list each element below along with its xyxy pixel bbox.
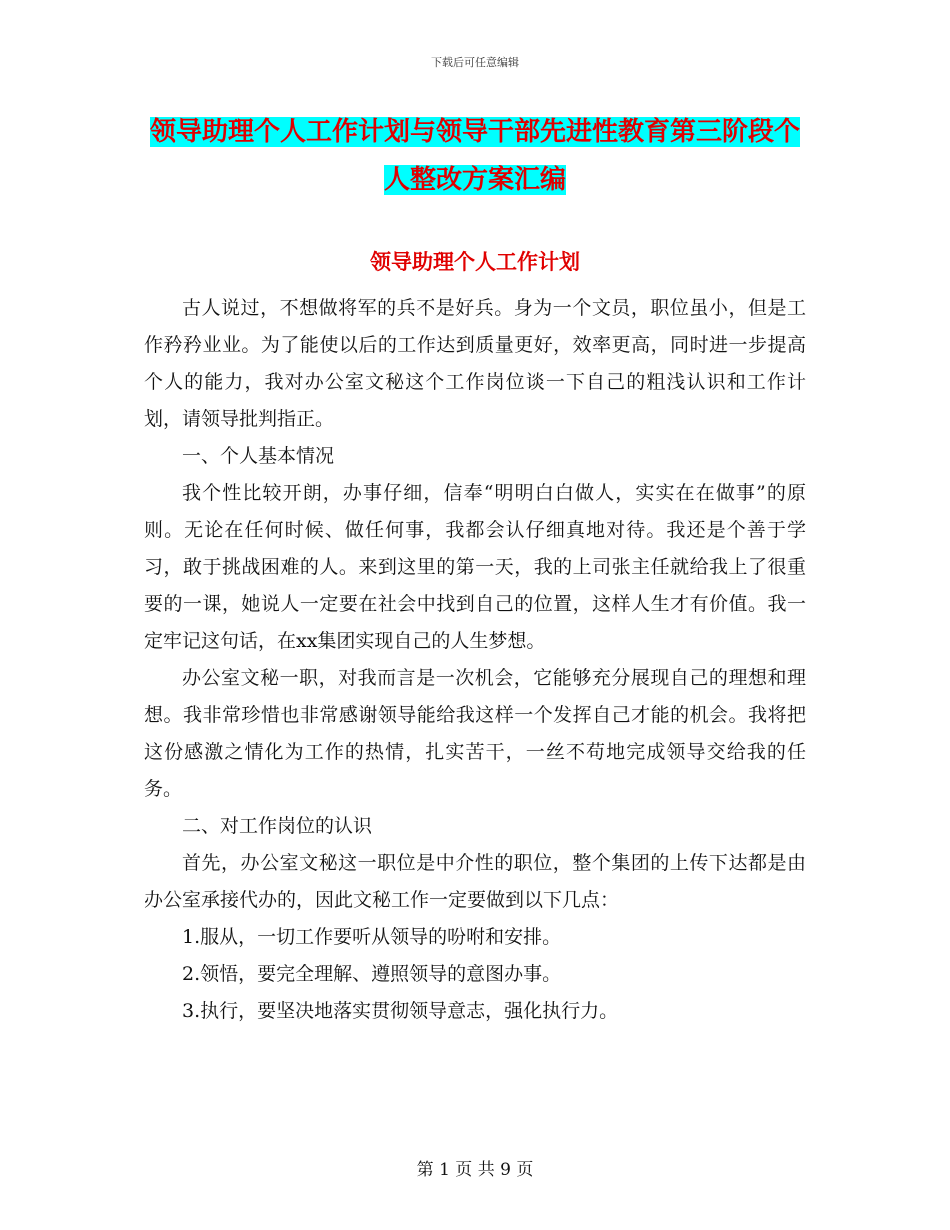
paragraph: 古人说过，不想做将军的兵不是好兵。身为一个文员，职位虽小，但是工作矜矜业业。为了能使以后的工作达到质量更好，效率更高，同时进一步提高个人的能力，我对办公室文秘这个工作岗位谈一下自己的粗浅认识和工作计划，请领导批判指正。 <box>144 297 806 430</box>
header-note: 下载后可任意编辑 <box>431 56 519 69</box>
list-item: 1.服从，一切工作要听从领导的吩咐和安排。 <box>182 926 562 948</box>
paragraph: 首先，办公室文秘这一职位是中介性的职位，整个集团的上传下达都是由办公室承接代办的，因此文秘工作一定要做到以下几点： <box>144 852 806 911</box>
page-footer: 第 1 页 共 9 页 <box>416 1160 534 1180</box>
list-item: 3.执行，要坚决地落实贯彻领导意志，强化执行力。 <box>182 1000 619 1022</box>
paragraph-heading: 一、个人基本情况 <box>182 445 335 467</box>
paragraph: 我个性比较开朗，办事仔细，信奉“明明白白做人，实实在在做事”的原则。无论在任何时候、做任何事，我都会认仔细真地对待。我还是个善于学习，敢于挑战困难的人。来到这里的第一天，我的上司张主任就给我上了很重要的一课，她说人一定要在社会中找到自己的位置，这样人生才有价值。我一定牢记这句话，在xx集团实现自己的人生梦想。 <box>144 482 806 652</box>
document-title-text: 领导助理个人工作计划与领导干部先进性教育第三阶段个人整改方案汇编 <box>150 117 801 195</box>
document-body <box>144 290 806 1030</box>
list-item: 2.领悟，要完全理解、遵照领导的意图办事。 <box>182 963 562 985</box>
paragraph: 办公室文秘一职，对我而言是一次机会，它能够充分展现自己的理想和理想。我非常珍惜也非常感谢领导能给我这样一个发挥自己才能的机会。我将把这份感激之情化为工作的热情，扎实苦干，一丝不苟地完成领导交给我的任务。 <box>144 667 806 800</box>
document-title <box>150 108 800 204</box>
paragraph-heading: 二、对工作岗位的认识 <box>182 815 373 837</box>
section-title: 领导助理个人工作计划 <box>370 250 580 274</box>
